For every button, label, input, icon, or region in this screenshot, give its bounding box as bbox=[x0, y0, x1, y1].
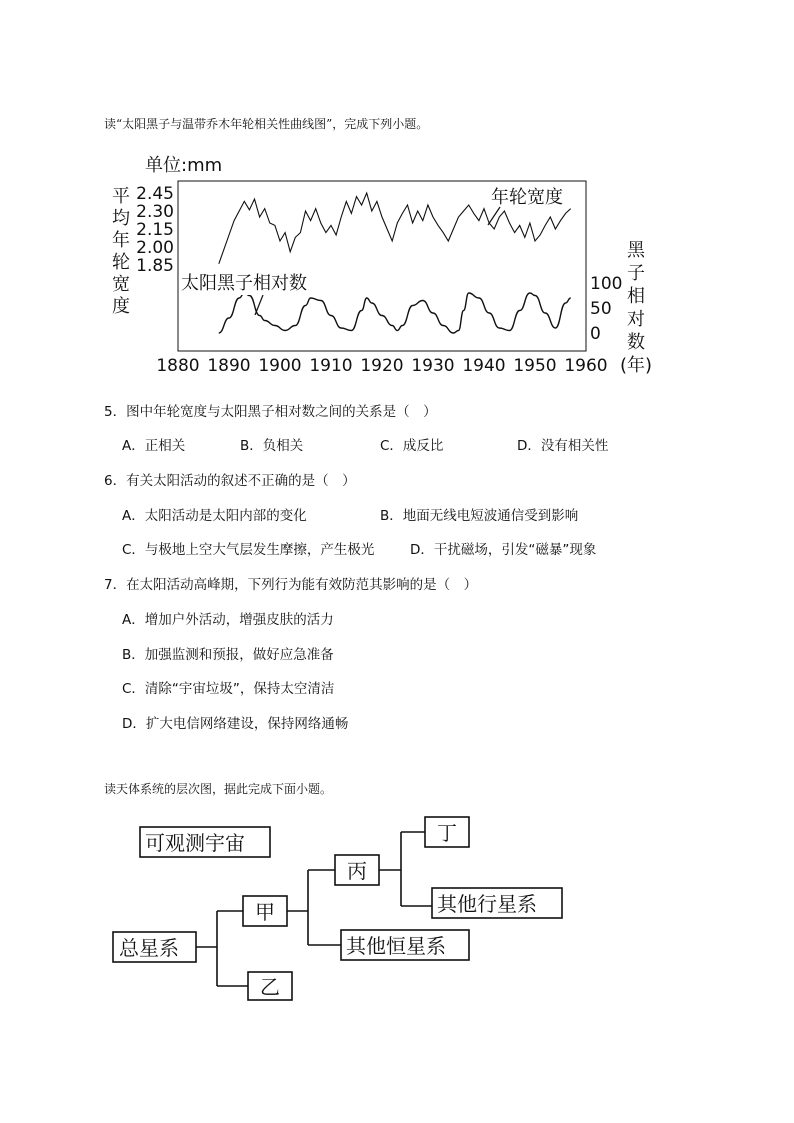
q7-option-d: D．扩大电信网络建设，保持网络通畅 bbox=[122, 716, 349, 732]
q5-option-d: D．没有相关性 bbox=[517, 438, 609, 454]
q6-option-d: D．干扰磁场，引发“磁暴”现象 bbox=[410, 542, 597, 558]
label-ding: 丁 bbox=[437, 821, 457, 845]
question-5: 5．图中年轮宽度与太阳黑子相对数之间的关系是（ ） bbox=[104, 404, 437, 420]
left-axis-title-char: 宽 bbox=[112, 274, 130, 295]
q7-option-b: B．加强监测和预报，做好应急准备 bbox=[122, 647, 334, 663]
q5-option-c: C．成反比 bbox=[380, 438, 444, 454]
q6-option-a: A．太阳活动是太阳内部的变化 bbox=[122, 508, 307, 524]
y-tick-label: 2.30 bbox=[136, 202, 174, 222]
sunspot-number-line bbox=[219, 293, 571, 333]
y2-tick-label: 0 bbox=[590, 324, 601, 344]
left-axis-title-char: 均 bbox=[112, 208, 130, 229]
right-axis-title-char: 黑 bbox=[627, 240, 645, 261]
intro-text-2: 读天体系统的层次图，据此完成下面小题。 bbox=[104, 782, 333, 796]
x-tick-label: 1910 bbox=[309, 356, 353, 376]
y2-tick-label: 100 bbox=[590, 274, 623, 294]
x-tick-label: 1890 bbox=[207, 356, 251, 376]
x-tick-labels bbox=[156, 356, 607, 376]
q6-option-c: C．与极地上空大气层发生摩擦，产生极光 bbox=[122, 542, 375, 558]
connector-root-to-jia-yi bbox=[196, 911, 248, 986]
ring-label-pointer bbox=[488, 207, 500, 225]
series-lines bbox=[219, 193, 571, 333]
x-tick-label: 1940 bbox=[462, 356, 506, 376]
sunspot-series-label: 太阳黑子相对数 bbox=[181, 273, 307, 294]
right-axis-title-char: 对 bbox=[627, 309, 645, 330]
x-tick-label: 1960 bbox=[564, 356, 608, 376]
question-6: 6．有关太阳活动的叙述不正确的是（ ） bbox=[104, 473, 356, 489]
q5-option-a: A．正相关 bbox=[122, 438, 186, 454]
label-other-star-systems: 其他恒星系 bbox=[346, 934, 446, 958]
intro-text-1: 读“太阳黑子与温带乔木年轮相关性曲线图”，完成下列小题。 bbox=[104, 117, 429, 131]
left-axis-title-char: 轮 bbox=[112, 252, 130, 273]
x-tick-label: 1950 bbox=[513, 356, 557, 376]
left-axis-title-char: 平 bbox=[112, 186, 130, 207]
y-tick-label: 2.15 bbox=[136, 220, 174, 240]
y2-tick-label: 50 bbox=[590, 299, 612, 319]
label-bing: 丙 bbox=[347, 859, 367, 883]
y-tick-label: 2.45 bbox=[136, 184, 174, 204]
connector-bing-to-ding-planets bbox=[379, 832, 432, 906]
right-axis-title-char: 相 bbox=[627, 286, 645, 307]
q7-option-a: A．增加户外活动，增强皮肤的活力 bbox=[122, 612, 334, 628]
unit-label: 单位:mm bbox=[145, 155, 223, 176]
x-tick-label: 1900 bbox=[258, 356, 302, 376]
label-yi: 乙 bbox=[260, 975, 280, 999]
sunspot-label-pointer bbox=[255, 295, 263, 315]
celestial-hierarchy-diagram bbox=[0, 810, 794, 1010]
label-observable-universe: 可观测宇宙 bbox=[145, 831, 245, 855]
y-tick-label: 2.00 bbox=[136, 238, 174, 258]
label-other-planetary-systems: 其他行星系 bbox=[437, 892, 537, 916]
left-axis-title-char: 年 bbox=[112, 230, 130, 251]
right-tick-labels bbox=[590, 274, 622, 344]
y-tick-label: 1.85 bbox=[136, 256, 174, 276]
x-tick-label: 1880 bbox=[156, 356, 200, 376]
left-axis-title bbox=[112, 186, 130, 317]
right-axis-title-char: 数 bbox=[627, 332, 645, 353]
question-7: 7．在太阳活动高峰期，下列行为能有效防范其影响的是（ ） bbox=[104, 577, 478, 593]
right-axis-title-char: 子 bbox=[627, 263, 645, 284]
left-axis-title-char: 度 bbox=[112, 296, 130, 317]
connector-jia-to-bing-others bbox=[287, 870, 341, 945]
label-jia: 甲 bbox=[255, 900, 275, 924]
q6-option-b: B．地面无线电短波通信受到影响 bbox=[380, 508, 579, 524]
left-tick-labels bbox=[136, 184, 174, 276]
x-tick-label: 1920 bbox=[360, 356, 404, 376]
x-tick-label: 1930 bbox=[411, 356, 455, 376]
q5-option-b: B．负相关 bbox=[240, 438, 304, 454]
q7-option-c: C．清除“宇宙垃圾”，保持太空清洁 bbox=[122, 681, 335, 697]
label-total-galaxy: 总星系 bbox=[119, 936, 179, 960]
right-axis-title bbox=[627, 240, 646, 353]
sunspot-treering-chart bbox=[100, 145, 660, 380]
year-unit-label: (年) bbox=[620, 355, 653, 376]
ring-series-label: 年轮宽度 bbox=[491, 187, 563, 208]
